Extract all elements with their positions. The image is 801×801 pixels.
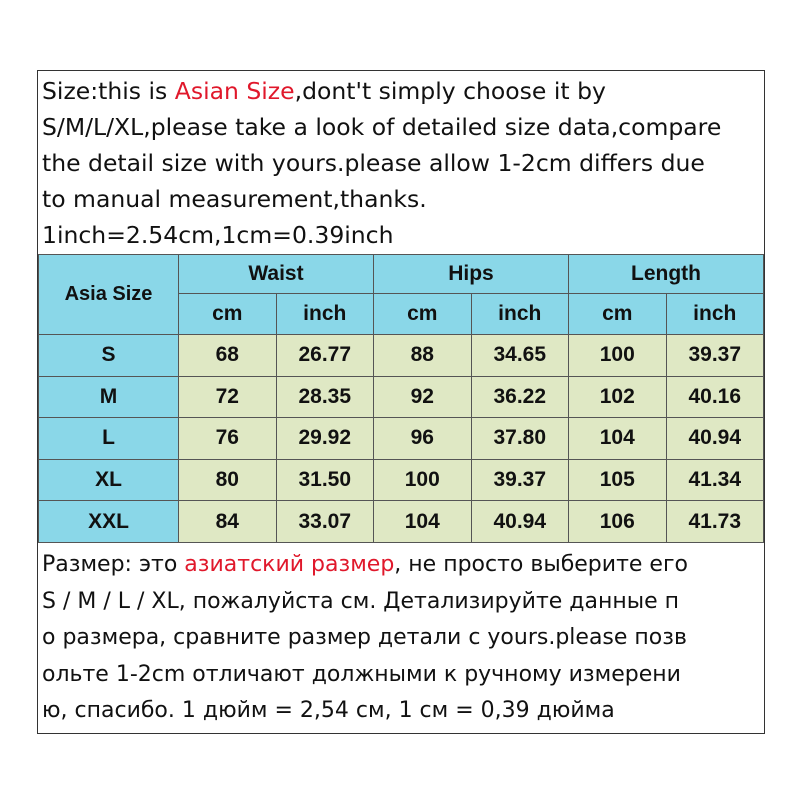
table-cell: 34.65	[471, 335, 569, 377]
table-cell: 100	[569, 335, 667, 377]
size-label: M	[39, 376, 179, 418]
table-cell: 33.07	[276, 501, 374, 543]
note-text: , не просто выберите его	[394, 552, 688, 577]
note-text: ,dont't simply choose it by	[294, 77, 606, 105]
english-size-note	[42, 73, 762, 253]
note-line-1	[42, 73, 762, 109]
table-cell: 40.94	[471, 501, 569, 543]
table-cell: 96	[374, 418, 472, 460]
table-cell: 39.37	[471, 459, 569, 501]
unit-header: cm	[179, 294, 277, 335]
length-header: Length	[569, 255, 764, 294]
table-cell: 26.77	[276, 335, 374, 377]
note-text: Размер: это	[42, 552, 185, 577]
size-table	[38, 254, 764, 543]
size-label: L	[39, 418, 179, 460]
asian-size-highlight: Asian Size	[174, 77, 295, 105]
note-line-2: S/M/L/XL,please take a look of detailed size data,compare	[42, 113, 722, 141]
table-cell: 39.37	[666, 335, 764, 377]
table-cell: 80	[179, 459, 277, 501]
unit-header: inch	[276, 294, 374, 335]
note-line-4: to manual measurement,thanks.	[42, 185, 427, 213]
table-cell: 37.80	[471, 418, 569, 460]
note-line-3: the detail size with yours.please allow 1-2cm differs due	[42, 149, 705, 177]
note-line-1	[42, 547, 762, 584]
table-row	[39, 376, 764, 418]
table-cell: 102	[569, 376, 667, 418]
note-line-2: S / M / L / XL, пожалуйста см. Детализируйте данные п	[42, 588, 680, 614]
table-cell: 104	[374, 501, 472, 543]
table-cell: 106	[569, 501, 667, 543]
unit-header: cm	[374, 294, 472, 335]
table-cell: 100	[374, 459, 472, 501]
group-header-row	[39, 255, 764, 294]
table-cell: 88	[374, 335, 472, 377]
size-label: XL	[39, 459, 179, 501]
table-cell: 104	[569, 418, 667, 460]
size-label: S	[39, 335, 179, 377]
table-cell: 92	[374, 376, 472, 418]
note-line-5: ю, спасибо. 1 дюйм = 2,54 см, 1 см = 0,39 дюйма	[42, 698, 615, 723]
note-line-5: 1inch=2.54cm,1cm=0.39inch	[42, 221, 394, 249]
unit-header: inch	[666, 294, 764, 335]
table-cell: 105	[569, 459, 667, 501]
table-row	[39, 459, 764, 501]
table-cell: 72	[179, 376, 277, 418]
size-label: XXL	[39, 501, 179, 543]
table-row	[39, 418, 764, 460]
table-cell: 68	[179, 335, 277, 377]
unit-header: cm	[569, 294, 667, 335]
hips-header: Hips	[374, 255, 569, 294]
waist-header: Waist	[179, 255, 374, 294]
asian-size-highlight: азиатский размер	[184, 552, 395, 577]
note-line-4: ольте 1-2cm отличают должными к ручному измерени	[42, 661, 681, 687]
size-chart-frame	[37, 70, 765, 734]
table-cell: 40.94	[666, 418, 764, 460]
table-cell: 41.34	[666, 459, 764, 501]
table-cell: 41.73	[666, 501, 764, 543]
table-row	[39, 501, 764, 543]
table-cell: 31.50	[276, 459, 374, 501]
table-cell: 28.35	[276, 376, 374, 418]
table-cell: 40.16	[666, 376, 764, 418]
table-cell: 29.92	[276, 418, 374, 460]
table-cell: 36.22	[471, 376, 569, 418]
table-row	[39, 335, 764, 377]
unit-header: inch	[471, 294, 569, 335]
asia-size-header: Asia Size	[39, 255, 179, 335]
table-cell: 76	[179, 418, 277, 460]
note-line-3: о размера, сравните размер детали с yours.please позв	[42, 625, 687, 650]
russian-size-note	[42, 547, 762, 730]
note-text: Size:this is	[42, 77, 175, 105]
table-cell: 84	[179, 501, 277, 543]
